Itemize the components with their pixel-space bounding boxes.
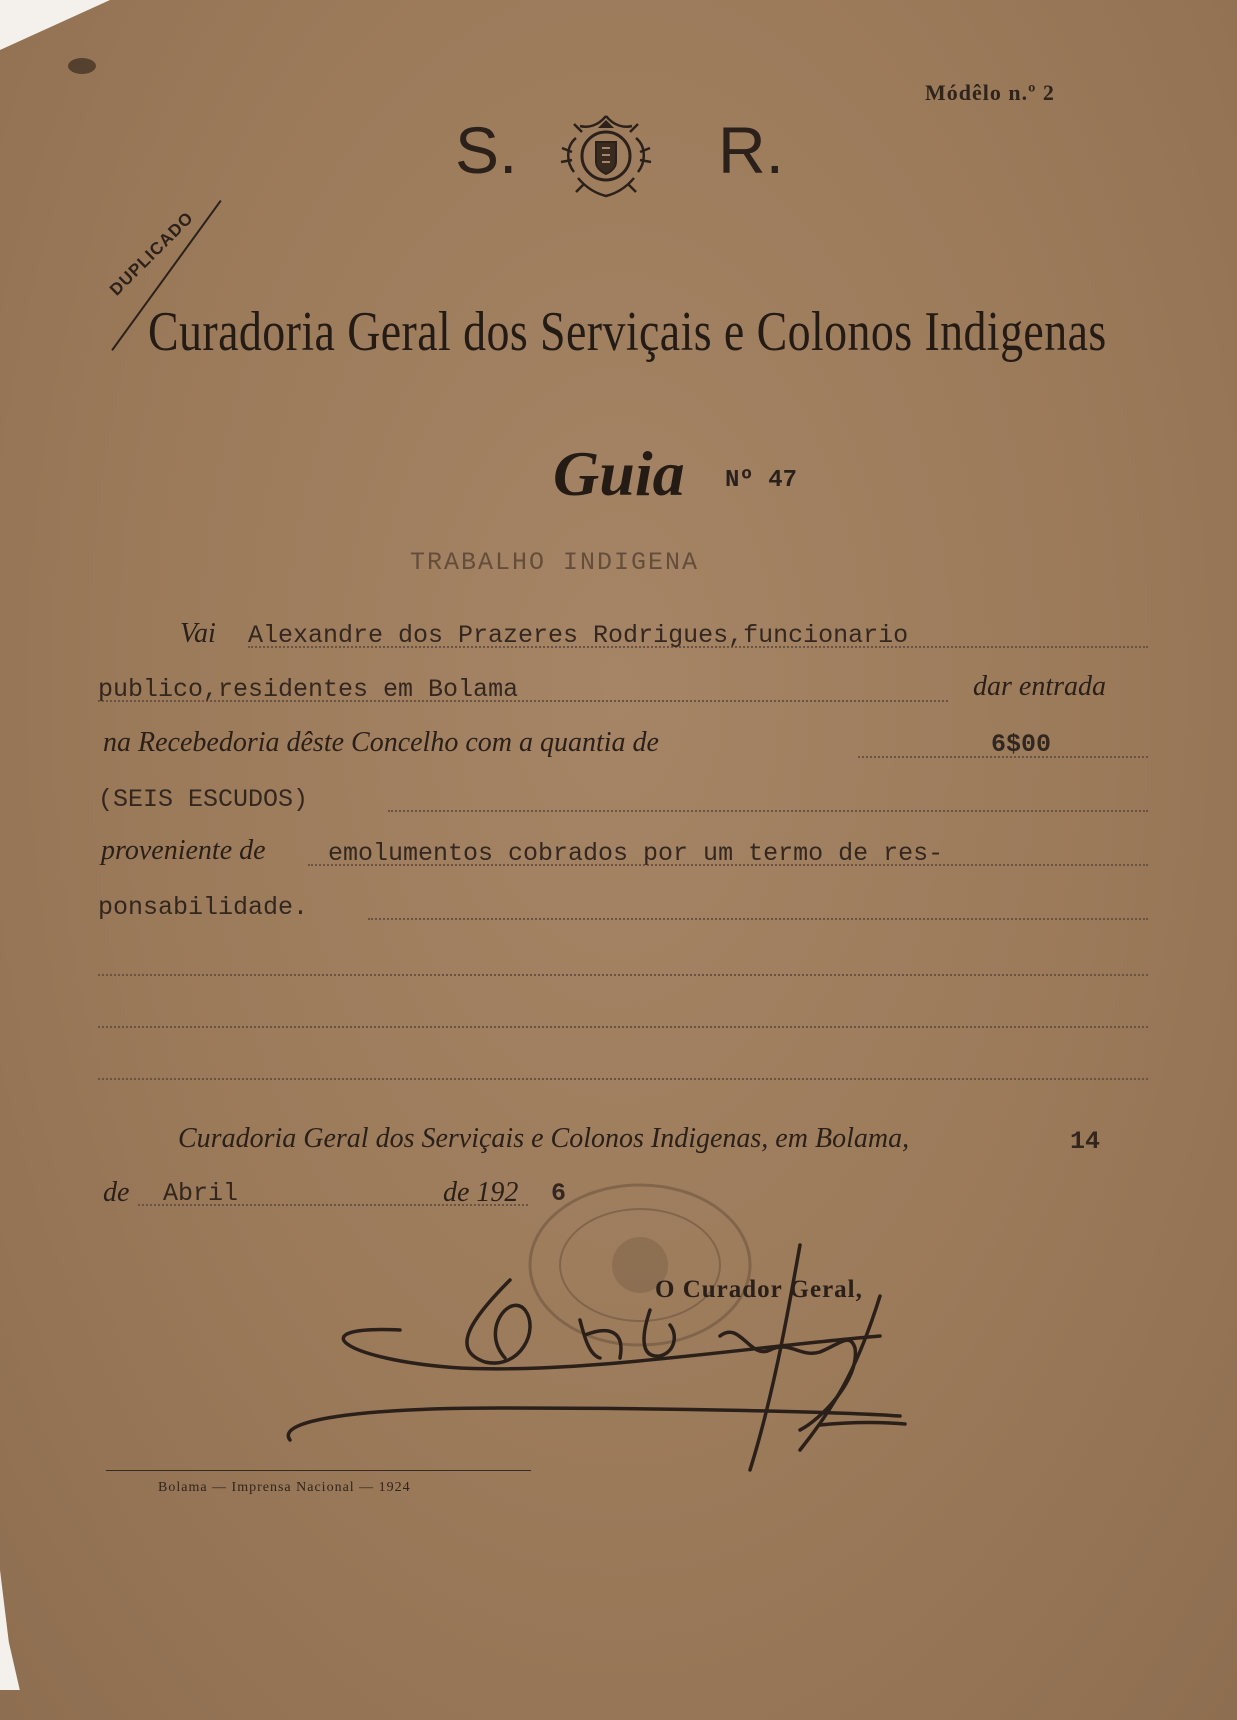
form-line-1	[98, 612, 1148, 656]
duplicate-stamp: DUPLICADO	[106, 208, 198, 300]
residence: publico,residentes em Bolama	[98, 675, 519, 704]
form-model-label: Módêlo n.º 2	[925, 80, 1055, 105]
proveniente-label: proveniente de	[101, 835, 266, 866]
amount-value: 6$00	[991, 730, 1052, 759]
vai-label: Vai	[180, 618, 216, 649]
torn-edge	[0, 1570, 22, 1690]
form-line-4	[98, 776, 1148, 820]
ink-blot	[68, 58, 96, 74]
header-letter-r: R.	[718, 113, 784, 187]
closing-line-1	[98, 1118, 1148, 1162]
form-line-3	[98, 722, 1148, 766]
closing-day: 14	[1070, 1127, 1101, 1156]
dar-entrada-label: dar entrada	[973, 671, 1106, 702]
reason-line-1: emolumentos cobrados por um termo de res-	[328, 839, 944, 868]
reason-line-2: ponsabilidade.	[98, 893, 309, 922]
recebedoria-label: na Recebedoria dêste Concelho com a quantia de	[103, 727, 659, 758]
blank-line	[98, 940, 1148, 984]
form-line-2	[98, 666, 1148, 710]
guia-label: Guia	[553, 438, 685, 509]
blank-line	[98, 1044, 1148, 1088]
form-line-6	[98, 884, 1148, 928]
closing-year-digit: 6	[551, 1179, 567, 1208]
page-title: Curadoria Geral dos Serviçais e Colonos Indigenas	[148, 301, 1107, 363]
closing-place: Curadoria Geral dos Serviçais e Colonos Indigenas, em Bolama,	[178, 1123, 910, 1154]
form-line-5	[98, 830, 1148, 874]
section-heading: TRABALHO INDIGENA	[410, 548, 700, 577]
amount-in-words: (SEIS ESCUDOS)	[98, 785, 309, 814]
person-name: Alexandre dos Prazeres Rodrigues,funcionario	[248, 621, 909, 650]
header-letter-s: S.	[455, 113, 518, 187]
guia-number: Nº 47	[725, 467, 798, 494]
coat-of-arms-icon	[558, 108, 654, 204]
blank-line	[98, 992, 1148, 1036]
printer-imprint: Bolama — Imprensa Nacional — 1924	[158, 1480, 411, 1495]
closing-month: Abril	[163, 1179, 239, 1208]
closing-de: de	[103, 1177, 130, 1208]
signatory-title: O Curador Geral,	[655, 1276, 863, 1303]
printer-rule	[106, 1470, 531, 1471]
torn-corner	[0, 0, 110, 50]
closing-year-prefix: de 192	[443, 1177, 519, 1208]
handwritten-signature	[280, 1240, 1000, 1490]
